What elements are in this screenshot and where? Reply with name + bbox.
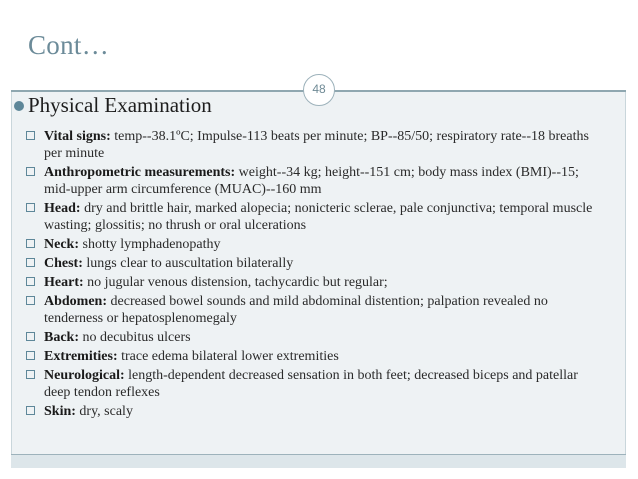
exam-findings-list <box>26 128 606 422</box>
list-item <box>26 255 606 272</box>
footer-band <box>11 454 626 468</box>
item-text: dry and brittle hair, marked alopecia; nonicteric sclerae, pale conjunctiva; temporal muscle wasting; glossitis; no thrush or oral ulcerations <box>44 201 593 233</box>
square-bullet-icon <box>26 406 35 415</box>
item-text: weight--34 kg; height--151 cm; body mass index (BMI)--15; mid-upper arm circumference (MUAC)--160 mm <box>44 165 579 197</box>
list-item <box>26 348 606 365</box>
item-label: Vital signs: <box>44 129 111 144</box>
item-text: trace edema bilateral lower extremities <box>117 349 339 364</box>
item-text: no decubitus ulcers <box>79 330 191 345</box>
slide-title: Cont… <box>28 30 110 60</box>
item-text: length-dependent decreased sensation in both feet; decreased biceps and patellar deep tendon reflexes <box>44 368 578 400</box>
square-bullet-icon <box>26 277 35 286</box>
item-label: Back: <box>44 330 79 345</box>
item-label: Heart: <box>44 275 84 290</box>
item-text: temp--38.1ºC; Impulse-113 beats per minute; BP--85/50; respiratory rate--18 breaths per minute <box>44 129 589 161</box>
item-label: Head: <box>44 201 81 216</box>
list-item <box>26 236 606 253</box>
item-label: Abdomen: <box>44 294 108 309</box>
section-heading: Physical Examination <box>28 93 212 117</box>
item-text: lungs clear to auscultation bilaterally <box>82 256 294 271</box>
square-bullet-icon <box>26 203 35 212</box>
item-text: decreased bowel sounds and mild abdominal distention; palpation revealed no tenderness or hepatosplenomegaly <box>44 294 548 326</box>
square-bullet-icon <box>26 239 35 248</box>
list-item <box>26 128 606 162</box>
item-label: Anthropometric measurements: <box>44 165 236 180</box>
item-label: Skin: <box>44 404 76 419</box>
square-bullet-icon <box>26 258 35 267</box>
list-item <box>26 329 606 346</box>
list-item <box>26 164 606 198</box>
square-bullet-icon <box>26 296 35 305</box>
item-label: Neck: <box>44 237 79 252</box>
page-number-badge: 48 <box>303 74 335 106</box>
list-item <box>26 274 606 291</box>
list-item <box>26 403 606 420</box>
item-text: shotty lymphadenopathy <box>79 237 221 252</box>
item-label: Neurological: <box>44 368 125 383</box>
square-bullet-icon <box>26 351 35 360</box>
list-item <box>26 367 606 401</box>
item-text: dry, scaly <box>75 404 133 419</box>
list-item <box>26 293 606 327</box>
square-bullet-icon <box>26 167 35 176</box>
item-label: Extremities: <box>44 349 118 364</box>
bullet-dot-icon <box>14 101 24 111</box>
square-bullet-icon <box>26 332 35 341</box>
list-item <box>26 200 606 234</box>
square-bullet-icon <box>26 131 35 140</box>
square-bullet-icon <box>26 370 35 379</box>
item-label: Chest: <box>44 256 83 271</box>
item-text: no jugular venous distension, tachycardic but regular; <box>83 275 388 290</box>
